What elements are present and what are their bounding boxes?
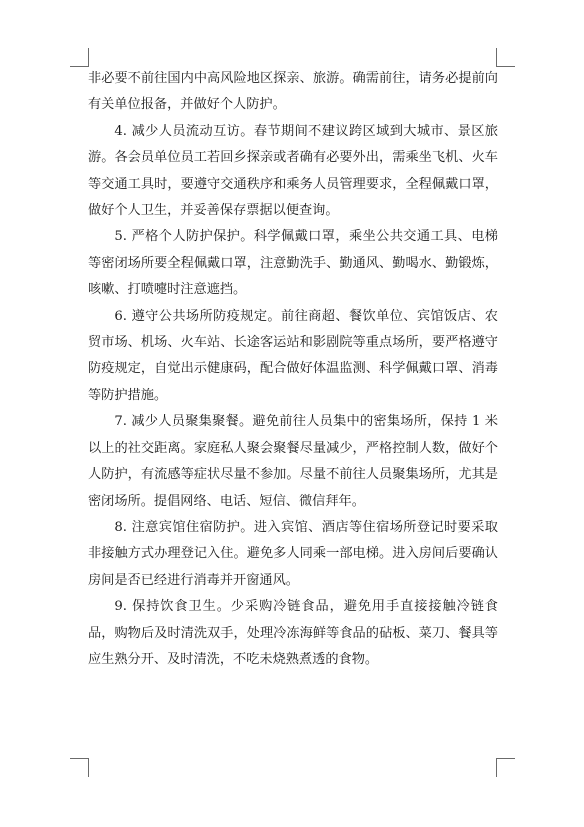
paragraph-item-5-personal-protection: 5. 严格个人防护保护。科学佩戴口罩，乘坐公共交通工具、电梯等密闭场所要全程佩戴口罩，注意勤洗手、勤通风、勤喝水、勤锻炼，咳嗽、打喷嚏时注意遮挡。: [88, 229, 498, 298]
paragraph-item-8-hotel-stay: 8. 注意宾馆住宿防护。进入宾馆、酒店等住宿场所登记时要采取非接触方式办理登记入住。避免多人同乘一部电梯。进入房间后要确认房间是否已经进行消毒并开窗通风。: [88, 519, 498, 588]
page-corner-mark-bottom-right: [496, 758, 515, 777]
paragraph-item-6-public-places: 6. 遵守公共场所防疫规定。前往商超、餐饮单位、宾馆饭店、农贸市场、机场、火车站、长途客运站和影剧院等重点场所，要严格遵守防疫规定，自觉出示健康码，配合做好体温监测、科学佩戴口罩、消毒等防护措施。: [88, 308, 498, 403]
paragraph-item-7-reduce-gatherings: 7. 减少人员聚集聚餐。避免前往人员集中的密集场所，保持 1 米以上的社交距离。家庭私人聚会聚餐尽量减少，严格控制人数，做好个人防护，有流感等症状尽量不参加。尽量不前往人员聚集场所，尤其是密闭场所。提倡网络、电话、短信、微信拜年。: [88, 414, 498, 509]
paragraph-continued-intro: 非必要不前往国内中高风险地区探亲、旅游。确需前往，请务必提前向有关单位报备，并做好个人防护。: [88, 71, 498, 113]
paragraph-item-4-reduce-travel: 4. 减少人员流动互访。春节期间不建议跨区域到大城市、景区旅游。各会员单位员工若回乡探亲或者确有必要外出，需乘坐飞机、火车等交通工具时，要遵守交通秩序和乘务人员管理要求，全程佩戴口罩，做好个人卫生，并妥善保存票据以便查询。: [88, 123, 498, 219]
document-body[interactable]: [88, 66, 498, 673]
page-corner-mark-top-left: [70, 48, 89, 67]
page-corner-mark-top-right: [496, 48, 515, 67]
paragraph-item-9-food-hygiene: 9. 保持饮食卫生。少采购冷链食品，避免用手直接接触冷链食品，购物后及时清洗双手，处理冷冻海鲜等食品的砧板、菜刀、餐具等应生熟分开、及时清洗，不吃未烧熟煮透的食物。: [88, 599, 498, 667]
page-corner-mark-bottom-left: [70, 758, 89, 777]
